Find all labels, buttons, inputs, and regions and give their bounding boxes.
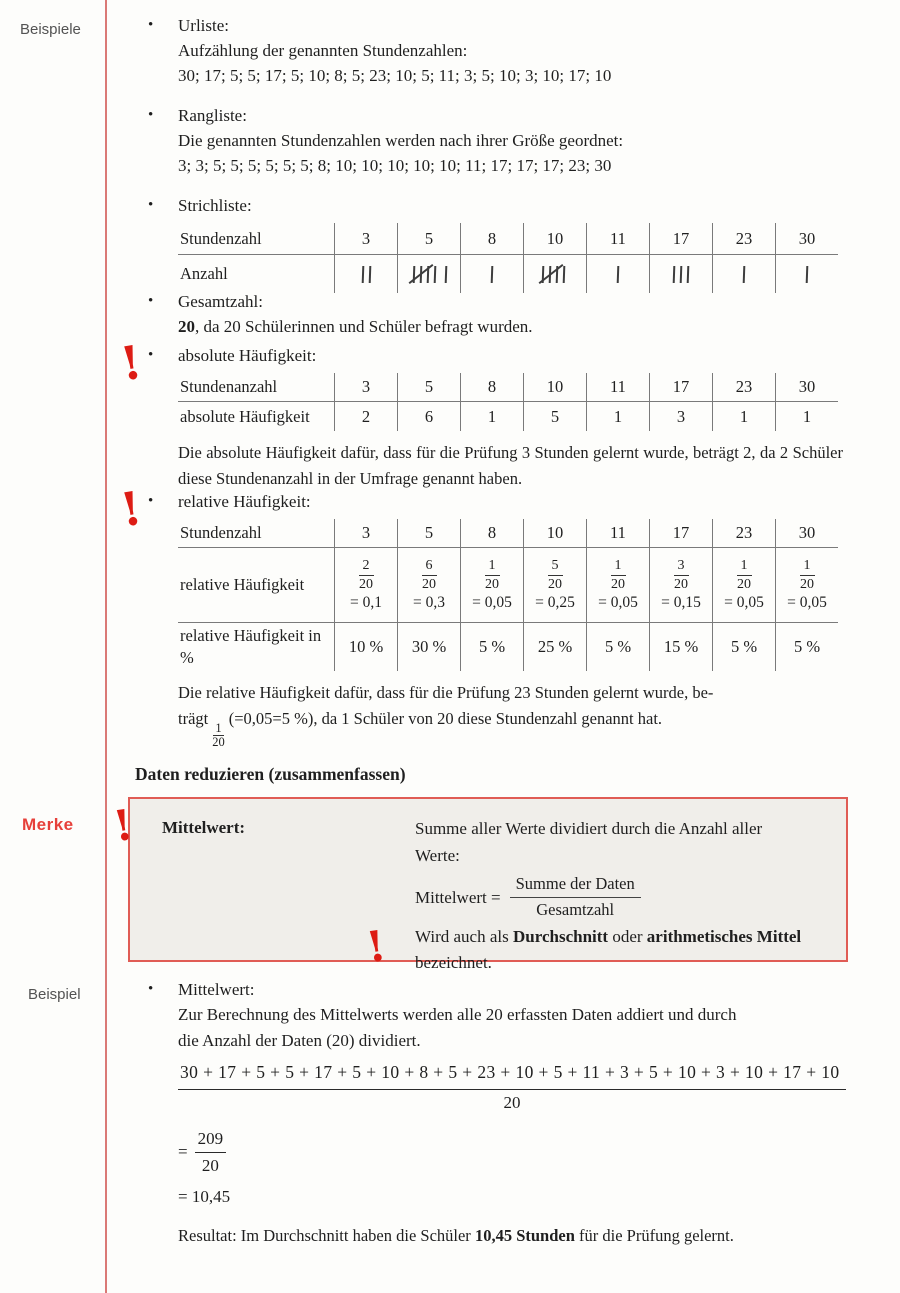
relative-paragraph [178,680,843,748]
table-row-stundenanzahl [178,373,850,402]
absolute-paragraph: Die absolute Häufigkeit dafür, dass für die Prüfung 3 Stunden gelernt wurde, beträgt 2, da 2 Schüler diese Stundenanzahl in der Umfrage genannt haben. [178,443,843,488]
strichliste-title: Strichliste: [178,196,252,215]
table-cell: 1 [460,402,523,431]
fraction-denominator: 20 [485,577,499,592]
urliste-body [178,38,850,88]
rangliste-line1: Die genannten Stundenzahlen werden nach ihrer Größe geordnet: [178,131,624,150]
daten-reduzieren-heading: Daten reduzieren (zusammenfassen) [135,764,406,784]
table-cell: 8 [460,223,523,255]
section-absolute-haeufigkeit [116,334,850,492]
beispiel-body [178,1002,850,1054]
fraction-cell [712,548,775,623]
margin-label-beispiel: Beispiel [28,986,81,1003]
sum-fraction [178,1060,846,1113]
merke-box-grid [110,799,828,973]
absolute-haeufigkeit-table [178,373,850,431]
urliste-line1: Aufzählung der genannten Stundenzahlen: [178,41,468,60]
table-row-stundenzahl [178,223,850,255]
gesamtzahl-line [178,314,850,339]
merke-definition [110,799,828,973]
table-cell: 5 [523,402,586,431]
fraction-cell [523,548,586,623]
tally-cell [649,255,712,293]
urliste-line2: 30; 17; 5; 5; 17; 5; 10; 8; 5; 23; 10; 5; 11; 3; 5; 10; 3; 10; 17; 10 [178,66,612,85]
row-label: Stundenzahl [178,519,334,548]
gesamtzahl-bold: 20 [178,317,195,336]
fraction-denominator: 20 [611,577,625,592]
bullet-row [135,489,850,514]
fraction-209-20 [195,1127,227,1177]
row-label: relative Häufigkeit [178,548,334,623]
sum-numerator: 30 + 17 + 5 + 5 + 17 + 5 + 10 + 8 + 5 + 23 + 10 + 5 + 11 + 3 + 5 + 10 + 3 + 10 + 17 + 10 [178,1060,846,1090]
table-cell: 3 [649,402,712,431]
section-strichliste [135,193,850,293]
row-label: Stundenzahl [178,223,334,255]
margin-label-merke: Merke [22,815,74,834]
table-cell: 25 % [523,623,586,671]
table-cell: 17 [649,519,712,548]
note-text: bezeichnet. [415,953,492,972]
tally-cell [334,255,397,293]
result-line [178,1223,843,1249]
rangliste-body [178,128,850,178]
relative-paragraph-suffix: (=0,05=5 %), da 1 Schüler von 20 diese Stundenzahl genannt hat. [228,709,663,728]
relative-paragraph-line2 [178,706,843,748]
fraction-decimal: = 0,25 [535,594,575,611]
table-cell: 23 [712,519,775,548]
fraction-cell [397,548,460,623]
relative-paragraph-prefix: trägt [178,709,209,728]
fraction-numerator: 1 [800,558,815,576]
bullet-icon: • [148,107,154,123]
merke-box [110,797,848,973]
fraction-denominator: 20 [737,577,751,592]
fraction-cell [334,548,397,623]
table-cell: 5 % [586,623,649,671]
sum-denominator: 20 [503,1093,521,1112]
section-beispiel-mittelwert [135,977,850,1249]
gesamtzahl-rest: , da 20 Schülerinnen und Schüler befragt wurden. [195,317,533,336]
fraction-denominator: 20 [201,1156,219,1175]
table-row-relative-haeufigkeit-prozent [178,623,850,671]
note-bold-arithmetisches-mittel: arithmetisches Mittel [646,927,802,946]
bullet-row [135,193,850,218]
table-cell: 10 % [334,623,397,671]
section-relative-haeufigkeit [116,480,850,749]
fraction-numerator: 2 [359,558,374,576]
table-cell: 1 [712,402,775,431]
row-label: Anzahl [180,264,228,283]
formula-fraction [510,873,641,921]
result-text: für die Prüfung gelernt. [574,1226,734,1245]
table-cell: 1 [586,402,649,431]
bullet-row [135,103,850,128]
relative-haeufigkeit-table [178,519,850,671]
margin-label-beispiele: Beispiele [20,21,81,38]
table-cell: 17 [649,223,712,255]
bullet-icon: • [148,17,154,33]
fraction-numerator: 1 [737,558,752,576]
fraction-decimal: = 0,05 [598,594,638,611]
result-bold: 10,45 Stunden [474,1226,575,1245]
row-label: Stundenanzahl [178,373,334,402]
emphasis-exclamation-icon: ! [363,920,390,973]
tally-cell [775,255,838,293]
gesamtzahl-title: Gesamtzahl: [178,292,263,311]
bullet-row [135,343,850,368]
fraction-decimal: = 0,3 [413,594,445,611]
note-text: Wird auch als [415,927,513,946]
merke-note [363,920,825,976]
merke-term: Mittelwert: [162,818,246,837]
fraction-numerator: 1 [485,558,500,576]
formula-lhs: Mittelwert = [415,887,501,907]
table-cell: 1 [775,402,838,431]
bullet-row [135,13,850,38]
fraction-denominator: 20 [674,577,688,592]
table-cell: 15 % [649,623,712,671]
table-cell: 5 [397,223,460,255]
table-cell: 5 % [775,623,838,671]
bullet-icon: • [148,493,154,509]
table-cell: 8 [460,519,523,548]
relative-title: relative Häufigkeit: [178,492,311,511]
fraction-decimal: = 0,05 [472,594,512,611]
table-row-anzahl [178,255,850,293]
fraction-numerator: 1 [215,721,222,735]
tally-cell [523,255,586,293]
table-cell: 5 [397,373,460,402]
table-cell: 8 [460,373,523,402]
rangliste-title: Rangliste: [178,106,247,125]
table-row-stundenzahl [178,519,850,548]
bullet-row [135,289,850,314]
emphasis-exclamation-icon: ! [116,334,146,392]
beispiel-title: Mittelwert: [178,980,255,999]
note-bold-durchschnitt: Durchschnitt [512,927,609,946]
tally-cell [712,255,775,293]
relative-paragraph-line1: Die relative Häufigkeit dafür, dass für die Prüfung 23 Stunden gelernt wurde, be- [178,683,714,702]
section-gesamtzahl [135,289,850,339]
fraction-decimal: = 0,1 [350,594,382,611]
tally-cell [397,255,460,293]
equals-sign: = [178,1142,188,1161]
table-cell: 2 [334,402,397,431]
result-text: Resultat: Im Durchschnitt haben die Schüler [178,1226,475,1245]
fraction-numerator: 209 [195,1127,227,1153]
fraction-denominator: 20 [422,577,436,592]
table-row-relative-haeufigkeit [178,548,850,623]
bullet-icon: • [148,347,154,363]
emphasis-exclamation-icon: ! [116,480,146,538]
fraction-decimal: = 0,15 [661,594,701,611]
margin-divider-rule [105,0,107,1293]
row-label: relative Häufigkeit in % [180,626,322,667]
tally-cell [460,255,523,293]
absolute-title: absolute Häufigkeit: [178,346,317,365]
fraction-numerator: 5 [548,558,563,576]
note-text: oder [608,927,647,946]
table-cell: 30 [775,223,838,255]
formula-denominator: Gesamtzahl [536,900,615,919]
bullet-icon: • [148,197,154,213]
inline-fraction [212,722,225,748]
table-cell: 3 [334,519,397,548]
table-cell: 5 % [712,623,775,671]
gesamtzahl-body [178,314,850,339]
table-cell: 11 [586,519,649,548]
table-cell: 10 [523,373,586,402]
row-label: absolute Häufigkeit [180,406,310,426]
fraction-denominator: 20 [212,735,225,749]
table-cell: 23 [712,373,775,402]
fraction-decimal: = 0,05 [787,594,827,611]
fraction-numerator: 3 [674,558,689,576]
emphasis-exclamation-icon: ! [110,799,137,852]
table-cell: 11 [586,373,649,402]
equation-result-value: = 10,45 [178,1187,231,1206]
fraction-cell [649,548,712,623]
table-cell: 30 [775,373,838,402]
table-cell: 5 [397,519,460,548]
table-cell: 30 % [397,623,460,671]
table-cell: 23 [712,223,775,255]
merke-desc-line1: Summe aller Werte dividiert durch die Anzahl aller [415,819,763,838]
equation-209-20 [178,1127,850,1177]
fraction-numerator: 1 [611,558,626,576]
strichliste-table [178,223,850,293]
section-urliste [135,13,850,88]
fraction-denominator: 20 [800,577,814,592]
beispiel-line2: die Anzahl der Daten (20) dividiert. [178,1031,421,1050]
beispiel-line1: Zur Berechnung des Mittelwerts werden alle 20 erfassten Daten addiert und durch [178,1005,737,1024]
table-cell: 3 [334,223,397,255]
section-rangliste [135,103,850,178]
table-cell: 3 [334,373,397,402]
fraction-denominator: 20 [548,577,562,592]
fraction-cell [586,548,649,623]
tally-cell [586,255,649,293]
table-cell: 10 [523,519,586,548]
table-cell: 30 [775,519,838,548]
formula-numerator: Summe der Daten [510,873,641,898]
table-cell: 5 % [460,623,523,671]
fraction-cell [775,548,838,623]
table-cell: 10 [523,223,586,255]
fraction-decimal: = 0,05 [724,594,764,611]
fraction-cell [460,548,523,623]
merke-desc-line2: Werte: [415,846,460,865]
table-row-absolute-haeufigkeit [178,402,850,431]
rangliste-line2: 3; 3; 5; 5; 5; 5; 5; 5; 8; 10; 10; 10; 10; 10; 11; 17; 17; 17; 23; 30 [178,156,612,175]
table-cell: 6 [397,402,460,431]
bullet-icon: • [148,293,154,309]
bullet-icon: • [148,981,154,997]
table-cell: 17 [649,373,712,402]
table-cell: 11 [586,223,649,255]
fraction-denominator: 20 [359,577,373,592]
urliste-title: Urliste: [178,16,229,35]
bullet-row [135,977,850,1002]
fraction-numerator: 6 [422,558,437,576]
